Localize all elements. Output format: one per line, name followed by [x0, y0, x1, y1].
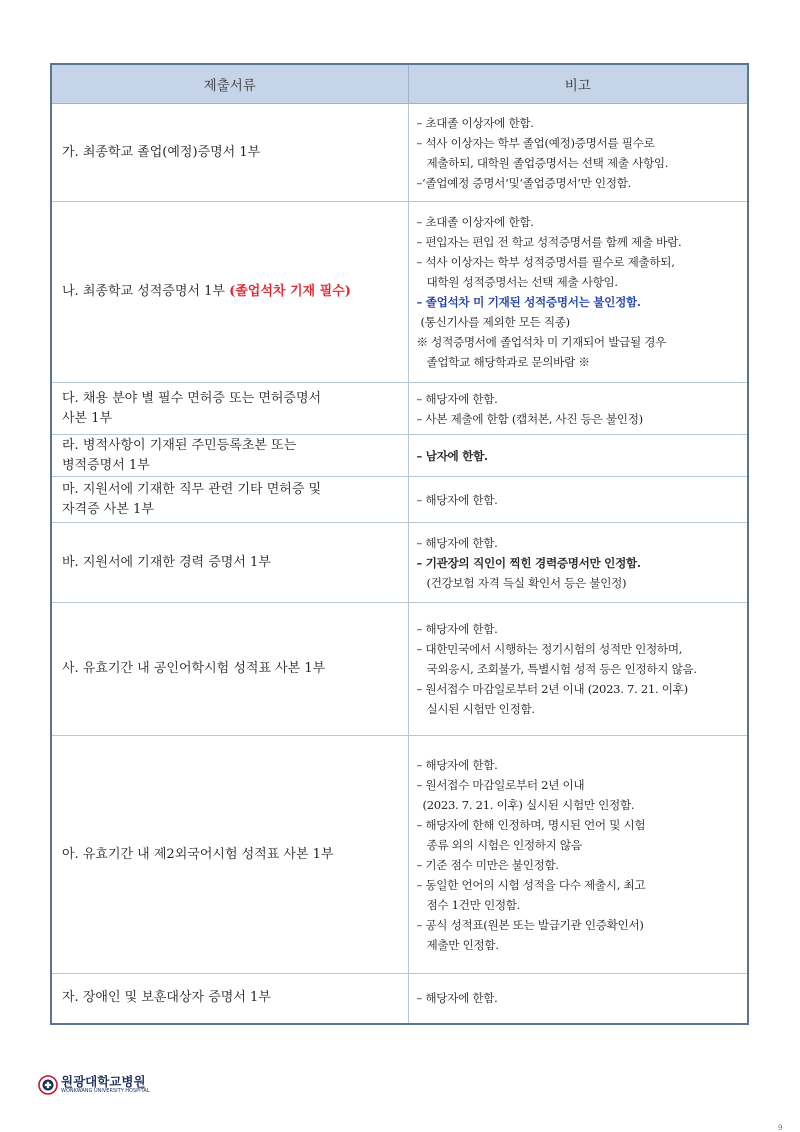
note-text: 제출하되, 대학원 졸업증명서는 선택 제출 사항임. [426, 155, 669, 170]
doc-line [62, 988, 398, 1008]
note-line [417, 312, 744, 332]
note-text: – 편입자는 편입 전 학교 성적증명서를 함께 제출 바람. [416, 235, 682, 249]
doc-line [62, 500, 398, 520]
doc-line [62, 282, 398, 302]
note-line [417, 446, 744, 466]
table-row [51, 435, 748, 477]
note-line [417, 212, 744, 232]
doc-text: 자격증 사본 1부 [62, 501, 154, 517]
doc-line [62, 409, 398, 429]
page-number: 9 [778, 1124, 783, 1132]
note-text: (2023. 7. 21. 이후) 실시된 시험만 인정함. [422, 797, 635, 812]
doc-text: 마. 지원서에 기재한 직무 관련 기타 면허증 및 [62, 481, 322, 497]
note-text: – 동일한 언어의 시험 성적을 다수 제출시, 최고 [416, 877, 646, 892]
header-documents: 제출서류 [51, 64, 408, 104]
note-line [417, 232, 744, 252]
doc-line [62, 389, 398, 409]
doc-line [62, 436, 398, 456]
document-cell [51, 603, 408, 736]
document-cell [51, 974, 408, 1024]
note-text: – 원서접수 마감일로부터 2년 이내 (2023. 7. 21. 이후) [416, 682, 688, 696]
table-row [51, 477, 748, 523]
note-text: – 해당자에 한해 인정하며, 명시된 언어 및 시험 [416, 817, 646, 832]
doc-text: 병적증명서 1부 [62, 457, 150, 473]
doc-line [62, 845, 398, 865]
document-cell [51, 523, 408, 603]
document-cell [51, 435, 408, 477]
table-row [51, 523, 748, 603]
doc-text: 다. 채용 분야 별 필수 면허증 또는 면허증명서 [62, 390, 322, 406]
note-text: – 해당자에 한함. [416, 391, 498, 406]
doc-line [62, 456, 398, 476]
table-row [51, 974, 748, 1024]
remark-cell [408, 736, 748, 974]
note-line [417, 679, 744, 699]
note-line [417, 875, 744, 895]
header-remarks: 비고 [408, 64, 748, 104]
logo-name: 원광대학교병원 [61, 1073, 146, 1089]
remark-cell [408, 383, 748, 435]
table-row [51, 736, 748, 974]
table-row [51, 202, 748, 383]
note-text: 제출만 인정함. [426, 937, 499, 952]
remark-cell [408, 435, 748, 477]
note-line [417, 619, 744, 639]
remark-cell [408, 202, 748, 383]
doc-line [62, 659, 398, 679]
doc-text: 바. 지원서에 기재한 경력 증명서 1부 [62, 554, 271, 570]
note-line [417, 815, 744, 835]
doc-line [62, 143, 398, 163]
note-text-emphasis: – 졸업석차 미 기재된 성적증명서는 불인정함. [416, 295, 641, 309]
note-text: (통신기사를 제외한 모든 직종) [420, 315, 570, 329]
note-text: – 해당자에 한함. [416, 622, 498, 636]
document-cell [51, 736, 408, 974]
table-row [51, 104, 748, 202]
note-line [417, 573, 744, 593]
doc-line [62, 480, 398, 500]
note-text: 대학원 성적증명서는 선택 제출 사항임. [426, 275, 618, 289]
note-line [417, 113, 744, 133]
doc-text: 라. 병적사항이 기재된 주민등록초본 또는 [62, 437, 297, 453]
note-line [417, 173, 744, 193]
graduation-rank-required-note: (졸업석차 기재 필수) [229, 284, 351, 299]
remark-cell [408, 523, 748, 603]
note-line [417, 153, 744, 173]
note-line [417, 915, 744, 935]
doc-text: 가. 최종학교 졸업(예정)증명서 1부 [62, 144, 261, 160]
note-line [417, 409, 744, 429]
note-line [417, 252, 744, 272]
note-text: – 해당자에 한함. [416, 492, 498, 507]
note-line [417, 133, 744, 153]
table-header-row [51, 64, 748, 104]
note-text: 졸업학교 해당학과로 문의바람 ※ [426, 355, 590, 369]
submission-documents-table [50, 63, 749, 1025]
document-cell [51, 104, 408, 202]
note-line [417, 699, 744, 719]
doc-text: 나. 최종학교 성적증명서 1부 [62, 284, 230, 299]
logo-english-name: WONKWANG UNIVERSITY HOSPITAL [61, 1088, 150, 1095]
note-line [417, 639, 744, 659]
note-line [417, 490, 744, 510]
note-text-emphasis: – 기관장의 직인이 찍힌 경력증명서만 인정함. [416, 555, 641, 570]
note-line [417, 895, 744, 915]
hospital-logo [38, 1075, 150, 1095]
note-line [417, 988, 744, 1008]
note-text: – 원서접수 마감일로부터 2년 이내 [416, 777, 585, 792]
table-row [51, 383, 748, 435]
note-text: – 사본 제출에 한함 (캡쳐본, 사진 등은 불인정) [416, 411, 643, 426]
remark-cell [408, 477, 748, 523]
hospital-emblem-icon [38, 1075, 58, 1095]
note-text: – 해당자에 한함. [416, 991, 498, 1006]
note-line [417, 755, 744, 775]
note-text: ※ 성적증명서에 졸업석차 미 기재되어 발급될 경우 [416, 335, 667, 349]
note-line [417, 775, 744, 795]
note-text: – 초대졸 이상자에 한함. [416, 215, 534, 229]
doc-text: 사본 1부 [62, 410, 113, 426]
note-line [417, 855, 744, 875]
remark-cell [408, 603, 748, 736]
note-text-emphasis: – 남자에 한함. [416, 448, 488, 463]
note-text: (건강보험 자격 득실 확인서 등은 불인정) [426, 575, 627, 590]
note-line [417, 533, 744, 553]
note-line [417, 835, 744, 855]
note-text: – 해당자에 한함. [416, 757, 498, 772]
doc-text: 아. 유효기간 내 제2외국어시험 성적표 사본 1부 [62, 846, 334, 862]
note-line [417, 795, 744, 815]
note-line [417, 659, 744, 679]
note-text: 실시된 시험만 인정함. [426, 702, 535, 716]
note-line [417, 935, 744, 955]
note-text: – 석사 이상자는 학부 성적증명서를 필수로 제출하되, [416, 255, 675, 269]
remark-cell [408, 104, 748, 202]
remark-cell [408, 974, 748, 1024]
doc-text: 사. 유효기간 내 공인어학시험 성적표 사본 1부 [62, 661, 326, 676]
doc-line [62, 553, 398, 573]
note-line [417, 332, 744, 352]
note-text: – 기준 점수 미만은 불인정함. [416, 857, 559, 872]
note-text: – 공식 성적표(원본 또는 발급기관 인증확인서) [416, 917, 644, 932]
table-row [51, 603, 748, 736]
note-text: – 초대졸 이상자에 한함. [416, 115, 534, 130]
document-cell [51, 383, 408, 435]
note-text: 국외응시, 조회불가, 특별시험 성적 등은 인정하지 않음. [426, 662, 697, 676]
note-line [417, 389, 744, 409]
note-line [417, 272, 744, 292]
note-text: – 대한민국에서 시행하는 정기시험의 성적만 인정하며, [416, 642, 683, 656]
note-text: 점수 1건만 인정함. [426, 897, 521, 912]
note-text: –‘졸업예정 증명서’및‘졸업증명서’만 인정함. [416, 175, 631, 190]
note-text: – 석사 이상자는 학부 졸업(예정)증명서를 필수로 [416, 135, 655, 150]
note-line [417, 292, 744, 312]
document-cell [51, 202, 408, 383]
note-text: – 해당자에 한함. [416, 535, 498, 550]
document-cell [51, 477, 408, 523]
note-line [417, 352, 744, 372]
note-line [417, 553, 744, 573]
doc-text: 자. 장애인 및 보훈대상자 증명서 1부 [62, 990, 271, 1006]
note-text: 종류 외의 시험은 인정하지 않음 [426, 837, 582, 852]
